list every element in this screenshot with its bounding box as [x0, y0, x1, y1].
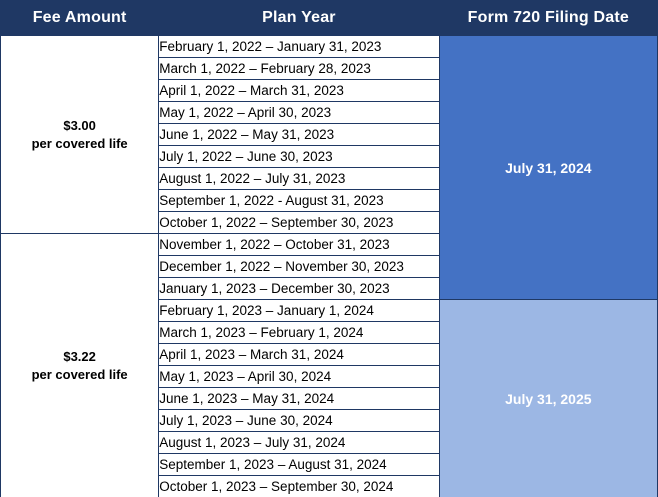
plan-year-cell: February 1, 2023 – January 1, 2024 — [159, 300, 439, 322]
plan-year-cell: August 1, 2023 – July 31, 2024 — [159, 432, 439, 454]
plan-year-cell: November 1, 2022 – October 31, 2023 — [159, 234, 439, 256]
plan-year-cell: October 1, 2022 – September 30, 2023 — [159, 212, 439, 234]
table-body — [1, 36, 658, 497]
plan-year-cell: March 1, 2023 – February 1, 2024 — [159, 322, 439, 344]
header-row — [1, 1, 658, 36]
fee-amount-value: $3.22 — [63, 348, 96, 364]
fee-amount-unit: per covered life — [31, 366, 128, 382]
plan-year-cell: August 1, 2022 – July 31, 2023 — [159, 168, 439, 190]
table-row — [1, 36, 658, 58]
plan-year-cell: June 1, 2023 – May 31, 2024 — [159, 388, 439, 410]
fee-amount-unit: per covered life — [31, 135, 128, 151]
filing-date-cell-2024: July 31, 2024 — [439, 36, 657, 300]
fee-amount-value: $3.00 — [63, 117, 96, 133]
plan-year-cell: April 1, 2022 – March 31, 2023 — [159, 80, 439, 102]
fee-amount-cell-300 — [1, 36, 159, 234]
plan-year-cell: July 1, 2022 – June 30, 2023 — [159, 146, 439, 168]
table-header — [1, 1, 658, 36]
plan-year-cell: May 1, 2023 – April 30, 2024 — [159, 366, 439, 388]
plan-year-cell: September 1, 2023 – August 31, 2024 — [159, 454, 439, 476]
plan-year-cell: July 1, 2023 – June 30, 2024 — [159, 410, 439, 432]
plan-year-cell: May 1, 2022 – April 30, 2023 — [159, 102, 439, 124]
column-header-plan-year: Plan Year — [159, 1, 439, 36]
plan-year-cell: October 1, 2023 – September 30, 2024 — [159, 476, 439, 497]
plan-year-cell: June 1, 2022 – May 31, 2023 — [159, 124, 439, 146]
plan-year-cell: December 1, 2022 – November 30, 2023 — [159, 256, 439, 278]
filing-date-cell-2025: July 31, 2025 — [439, 300, 657, 497]
plan-year-cell: February 1, 2022 – January 31, 2023 — [159, 36, 439, 58]
plan-year-cell: September 1, 2022 - August 31, 2023 — [159, 190, 439, 212]
column-header-fee-amount: Fee Amount — [1, 1, 159, 36]
plan-year-cell: January 1, 2023 – December 30, 2023 — [159, 278, 439, 300]
plan-year-cell: April 1, 2023 – March 31, 2024 — [159, 344, 439, 366]
plan-year-cell: March 1, 2022 – February 28, 2023 — [159, 58, 439, 80]
fee-amount-cell-322 — [1, 234, 159, 497]
column-header-filing-date: Form 720 Filing Date — [439, 1, 657, 36]
